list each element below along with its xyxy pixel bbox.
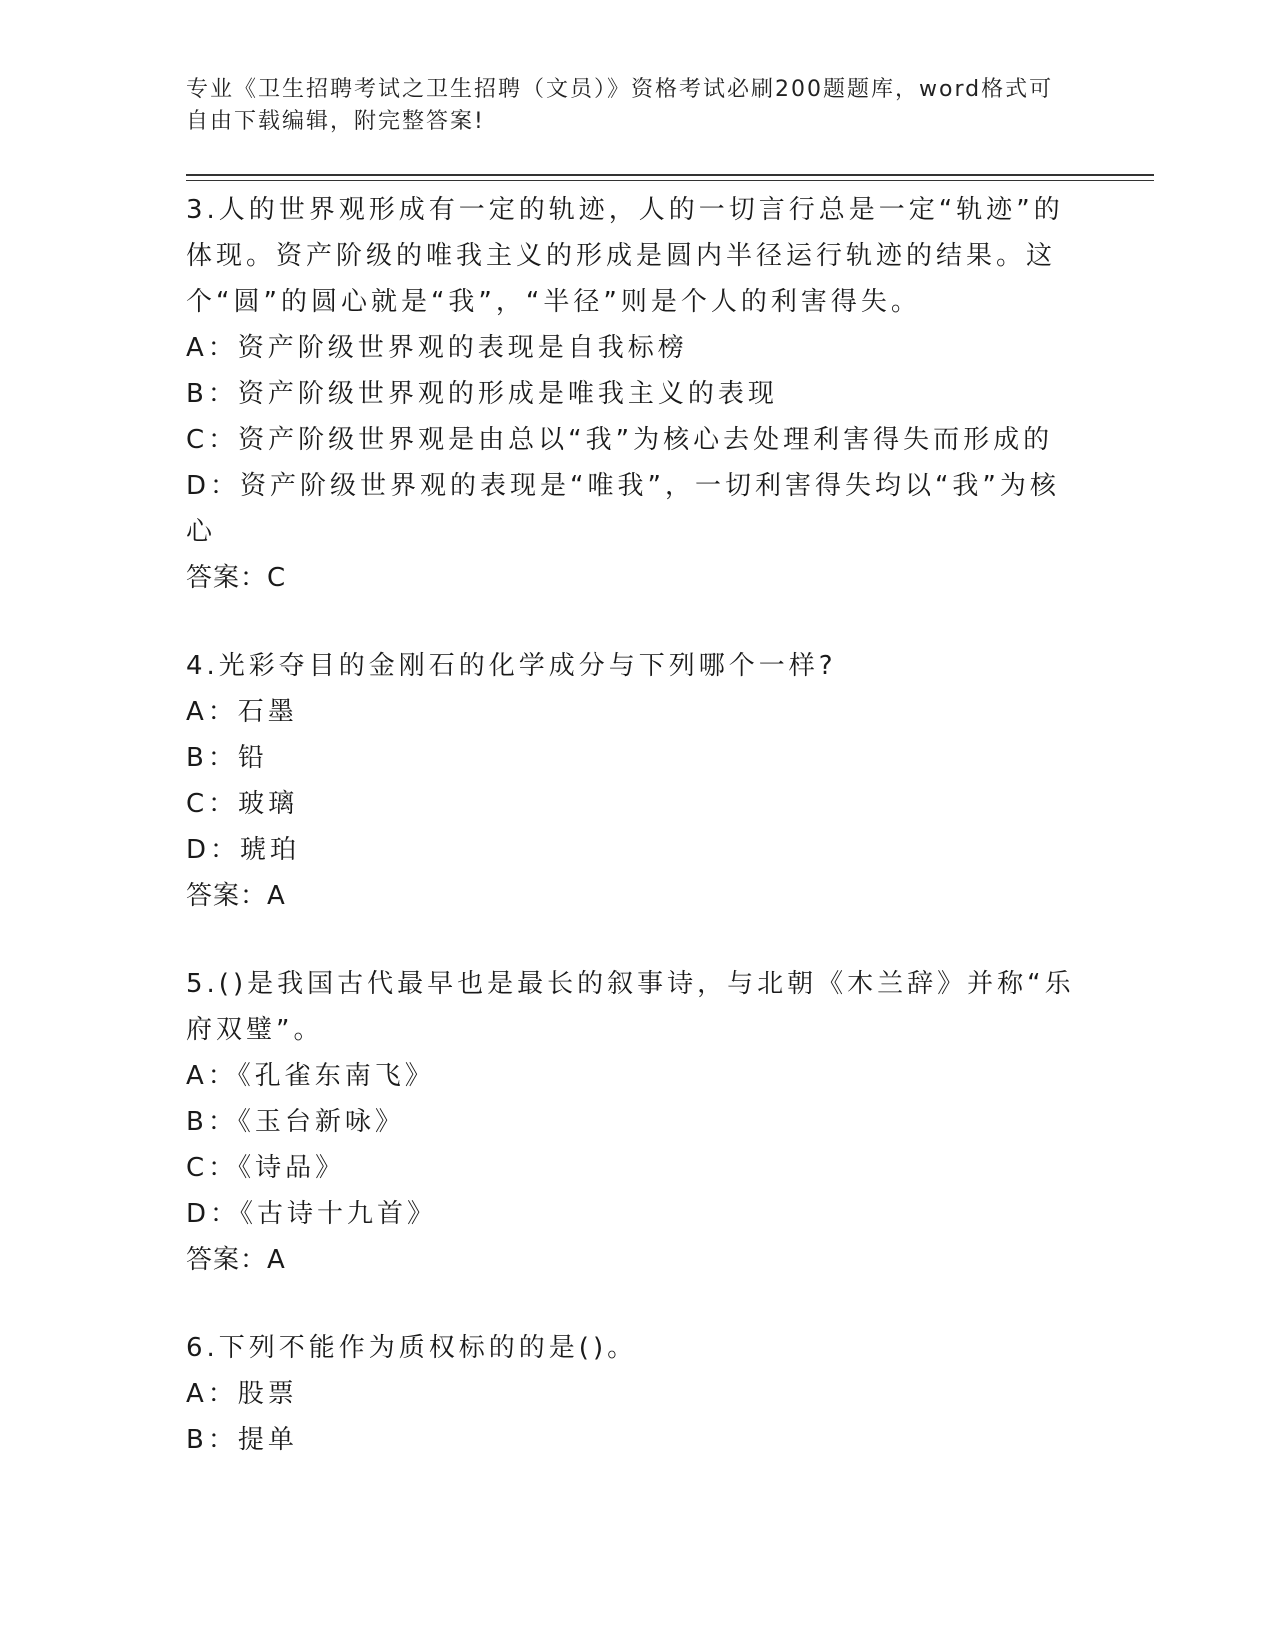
option-b: B：提单 [186, 1425, 298, 1455]
question-text: 5.()是我国古代最早也是最长的叙事诗，与北朝《木兰辞》并称“乐府双璧”。 [186, 969, 1075, 1045]
option-a: A：资产阶级世界观的表现是自我标榜 [186, 333, 688, 363]
answer: 答案：A [186, 881, 286, 911]
question-6 [186, 1325, 1076, 1463]
question-4 [186, 643, 1076, 919]
header-rule-thick [186, 174, 1154, 176]
option-a: A：石墨 [186, 697, 298, 727]
option-d: D：资产阶级世界观的表现是“唯我”，一切利害得失均以“我”为核心 [186, 471, 1060, 547]
question-list [186, 187, 1076, 1505]
option-c: C：玻璃 [186, 789, 299, 819]
option-b: B：资产阶级世界观的形成是唯我主义的表现 [186, 379, 778, 409]
option-a: A：《孔雀东南飞》 [186, 1061, 435, 1091]
option-d: D：琥珀 [186, 835, 301, 865]
option-a: A：股票 [186, 1379, 298, 1409]
option-c: C：资产阶级世界观是由总以“我”为核心去处理利害得失而形成的 [186, 425, 1054, 455]
option-b: B：《玉台新咏》 [186, 1107, 405, 1137]
option-c: C：《诗品》 [186, 1153, 346, 1183]
question-text: 3.人的世界观形成有一定的轨迹，人的一切言行总是一定“轨迹”的体现。资产阶级的唯我主义的形成是圆内半径运行轨迹的结果。这个“圆”的圆心就是“我”，“半径”则是个人的利害得失。 [186, 195, 1064, 317]
document-header: 专业《卫生招聘考试之卫生招聘（文员）》资格考试必刷200题题库，word格式可自由下载编辑，附完整答案! [186, 77, 1054, 134]
option-d: D：《古诗十九首》 [186, 1199, 438, 1229]
header-rule-thin [186, 180, 1154, 181]
option-b: B：铅 [186, 743, 268, 773]
question-3 [186, 187, 1076, 601]
question-text: 4.光彩夺目的金刚石的化学成分与下列哪个一样? [186, 651, 837, 681]
question-text: 6.下列不能作为质权标的的是()。 [186, 1333, 638, 1363]
answer: 答案：C [186, 563, 287, 593]
answer: 答案：A [186, 1245, 286, 1275]
question-5 [186, 961, 1076, 1283]
